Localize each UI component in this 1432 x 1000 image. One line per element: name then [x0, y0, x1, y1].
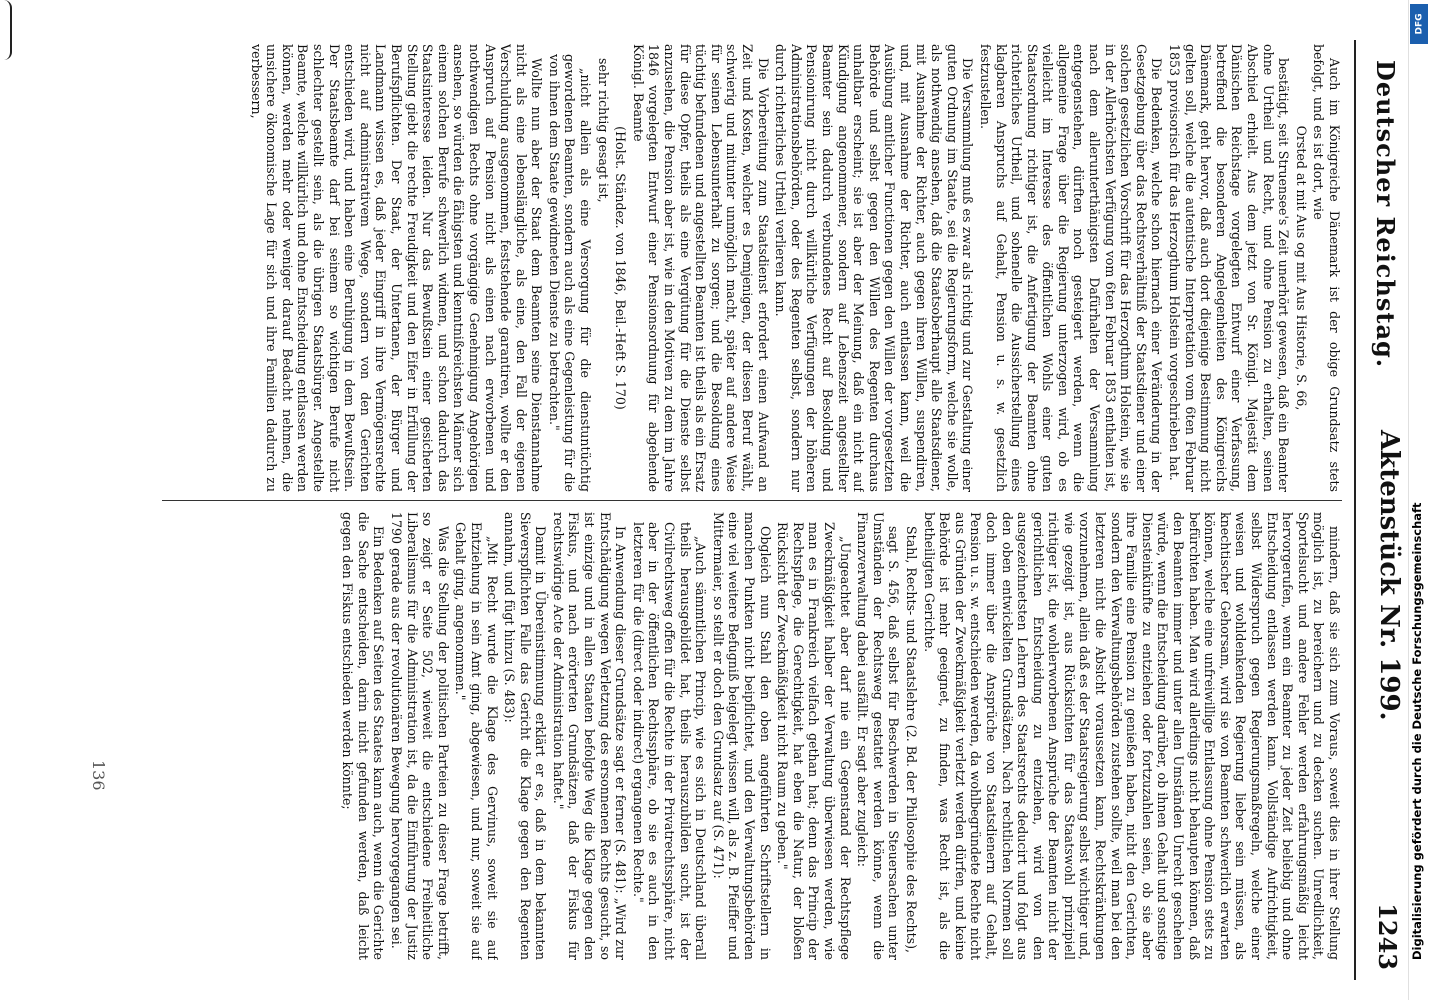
header-document-number: Aktenstück Nr. 199.: [1374, 430, 1404, 721]
right-text-column: [142, 512, 1342, 960]
right-column-paragraph: mindern, daß sie sich zum Voraus, soweit dies in ihrer Stellung möglich ist, zu bereichern und zu decken suchen. Unredlichkeit, Sportelsucht und andere Fehler werden erfahrungsmäßig leicht hervorgerufen, wenn ein Beamter zu jeder Zeit beliebig und ohne Entscheidung entlassen werden kann. Vollständige Aufrichtigkeit, selbst Widerspruch gegen Regierungsmaßregeln, welche einer weisen und wohldenkenden Regierung lieber sein müssen, als knechtischer Gehorsam, wird sie von Beamten schwerlich erwarten können, welche eine unfreiwillige Entlassung ohne Pension stets zu befürchten haben. Man wird allerdings nicht behaupten können, daß den Beamten immer und unter allen Umständen Unrecht geschehen würde, wenn die Entscheidung darüber, ob ihnen Gehalt und sonstige Diensteinkünfte zu entziehen oder fortzuzahlen seien, ob sie aber ihre Familie eine Pension zu genießen haben, nicht den Gerichten, sondern den Verwaltungsbehörden zustehen sollte, weil man bei den letzteren nicht die Absicht voraussetzen kann, Rechtskränkungen vorzunehmen, allein daß es der Staatsregierung selbst wichtiger und, wie gezeigt ist, aus Rücksichten für das Staatswohl prinzipiell richtiger ist, die wohlerworbenen Ansprüche der Beamten nicht der gerichtlichen Entscheidung zu entziehen, wird von den ausgezeichnetsten Lehrern des Staatsrechts deducirt und folgt aus den oben entwickelten Grundsätzen. Nach rechtlichen Normen soll doch immer über die Ansprüche von Staatsdienern auf Gehalt, Pension u. s. w. entschieden werden, da wohlbegründete Rechte nicht aus Gründen der Zweckmäßigkeit verletzt werden dürfen, und keine Behörde ist mehr geeignet, zu finden, was Recht ist, als die betheiligten Gerichte.: [921, 512, 1342, 960]
digitization-credit-text: Digitalisierung gefördert durch die Deutsche Forschungsgemeinschaft: [1410, 502, 1424, 960]
left-column-paragraph: Auch im Königreiche Dänemark ist der obige Grundsatz stets befolgt, und es ist dort, wie: [1311, 44, 1342, 492]
left-column-paragraph: bestätigt, seit Struensee's Zeit unerhört gewesen, daß ein Beamter ohne Urtheil und Recht, und ohne Pension zu erhalten, seinen Abschied erhielt. Aus dem jetzt von Sr. Königl. Majestät dem Dänischen Reichstage vorgelegten Entwurf einer Verfassung, betreffend die besonderen Angelegenheiten des Königreichs Dänemark, geht hervor, daß auch dort diejenige Bestimmung nicht gelten soll, welche die autentische Interpretation vom 6ten Februar 1853 provisorisch für das Herzogthum Holstein vorgeschrieben hat.: [1167, 44, 1292, 492]
right-column-paragraph: „Mit Recht wurde die Klage des Gervinus, soweit sie auf Entziehung in sein Amt ging, abgewiesen, und nur, soweit sie auf Gehalt ging, angenommen.": [453, 522, 500, 960]
left-column-paragraph: „nicht allein als eine Versorgung für die dienstuntüchtig gewordenen Beamten, sondern auch als eine Gegenleistung für die von ihnen dem Staate gewidmeten Dienste zu betrachten.": [546, 54, 594, 492]
left-column-paragraph: Die Vorbereitung zum Staatsdienst erfordert einen Aufwand an Zeit und Kosten, welcher es Demjenigen, der diesen Beruf wählt, schwierig und mitunter unmöglich macht, später auf andere Weise für seinen Lebensunterhalt zu sorgen; und die Besoldung eines tüchtig befundenen und angestellten Beamten ist theils als ein Ersatz für diese Opfer, theils als eine Vergütung für die Dienste selbst anzusehen, die Pension aber ist, wie in den Motiven zu dem im Jahre 1846 vorgelegten Entwurf einer Pensionsordnung für abgehende Königl. Beamte: [630, 44, 771, 492]
right-column-paragraph: „Auch sämmtlichen Princip, wie es sich in Deutschland überall theils herausgebildet hat, theils herauszubilden sucht, ist der Civilrechtsweg offen für die Rechte in der Privatrechtssphäre, nicht aber in der öffentlichen Rechtssphäre, ob sie es auch in den letzteren für die (direct oder indirect) ergangenen Rechte.": [630, 522, 709, 960]
header-rule: [1354, 40, 1356, 980]
page-header: [1348, 0, 1408, 1000]
right-column-paragraph: Ein Bedenken auf Seiten des Staates kann auch, wenn die Gerichte die Sache entscheiden, darin nicht gefunden werden, daß leicht gegen den Fiskus entschieden werden könnte;: [340, 512, 387, 960]
right-column-paragraph: sagt S. 456, daß selbst für Beschwerden in Steuersachen unter Umständen der Rechtsweg gestattet werden könne, wenn die Finanzverwaltung dabei ausfällt. Er sagt aber zugleich:: [855, 512, 902, 960]
right-column-paragraph: Damit in Übereinstimmung erklärt er es, daß in dem bekannten Sieverspflichten Falle das Gericht die Klage gegen den Regenten annahm, und fügt hinzu (S. 483):: [502, 512, 549, 960]
left-text-column: [142, 44, 1342, 492]
column-separator: [162, 500, 1342, 501]
footer-page-number: 136: [89, 760, 108, 791]
left-column-paragraph: Die Versammlung muß es zwar als richtig und zur Gestaltung einer guten Ordnung im Staate, sei die Regierungsform, welche sie wolle, als nothwendig ansehen, daß die Staatsoberhaupt alle Staatsdiener, mit Ausnahme der Richter, auch gegen ihren Willen, suspendiren, und, mit Ausnahme der Richter, auch entlassen kann, weil die Ausübung amtlicher Functionen gegen den Willen der vorgesetzten Behörde und selbst gegen den Willen des Regenten durchaus unhaltbar erscheint; sie ist aber der Meinung, daß ein nicht auf Kündigung angenommener, sondern auf Lebenszeit angestellter Beamter sein dadurch verbundenes Recht auf Besoldung und Pensionirung nicht durch willkürliche Verfügungen der höheren Administrationsbehörden, oder des Regenten selbst, sondern nur durch richterliches Urtheil verlieren kann.: [773, 44, 976, 492]
left-column-paragraph: Orsted at mit Aus og mit Aus Historie, S. 66,: [1293, 125, 1309, 411]
rotated-page: [28, 0, 1408, 1000]
right-column-paragraph: Stahl, Rechts- und Staatslehre (2. Bd. der Philosophie des Rechts),: [903, 526, 919, 954]
right-column-paragraph: In Anwendung dieser Grundsätze sagt er ferner (S. 481): „Wird zur Entschädigung wegen Verletzung des ersonnenen Rechts gesucht, so ist einzige und in allen Staaten befolgte Weg die Klage gegen den Fiskus, und nach erörterten Grundsätzen, daß der Fiskus für rechtswidrige Acte der Administration haftet.": [550, 512, 629, 960]
header-publication-title: Deutscher Reichstag.: [1371, 60, 1400, 369]
left-column-paragraph: Die Bedenken, welche schon hiernach einer Veränderung in der Gesetzgebung über das Rechtsverhältniß der Staatsdiener und einer solchen gesetzlichen Vorschrift für das Herzogthum Holstein, wie sie in der Allerhöchsten Verfügung vom 6ten Februar 1853 enthalten ist, nach dem allerunterthänigsten Dafürhalten der Versammlung entgegenstehen, dürften noch gesteigert werden, wenn die allgemeine Frage über die Regierung unterzogen wird, ob es vielleicht im Interesse des öffentlichen Wohls einer guten Staatsordnung richtiger ist, die Anfertigung der Beamten ohne richterliches Urtheil, und sohenelle die Aussicherstellung eines klagbaren Anspruchs auf Gehalt, Pension u. s. w. gesetzlich festzustellen.: [977, 44, 1165, 492]
header-page-number: 1243: [1373, 903, 1402, 970]
left-column-paragraph: Wollte nun aber der Staat dem Beamten seine Dienstannahme nicht als eine lebenslängliche, als eine, den Fall der eigenen Verschuldung ausgenommen, feststehende garantiren, wollte er den Anspruch auf Pension nicht als einen nach erworbenen und nothwendigen Rechts ohne vorgängige Genehmigung Angehörigen ansehen, so würden die fähigsten und kenntnißreichsten Männer sich einem solchen Berufe schwerlich widmen, und schon dadurch das Staatsinteresse leiden. Nur das Bewußtsein einer gesicherten Stellung giebt die rechte Freudigkeit und den Eifer in Erfüllung der Berufspflichten. Der Staat, der Untertanen, der Bürger und Landmann wissen es, daß jeder Eingriff in ihre Vermögensrechte nicht auf administrativem Wege, sondern von den Gerichten entschieden wird, und haben eine Beruhigung in dem Bewußtsein. Der Staatsbeamte darf bei seinem so wichtigen Berufe nicht schlechter gestellt sein, als die übrigen Staatsbürger. Angestellte Beamte, welche willkürlich und ohne Entscheidung entlassen werden können, werden mehr oder weniger darauf Bedacht nehmen, die unsichere ökonomische Lage für sich und ihre Familien dadurch zu verbessern,: [248, 44, 545, 492]
dfg-logo-text: DFG: [1414, 13, 1425, 35]
right-column-paragraph: Obgleich nun Stahl den oben angeführten Schriftstellern in manchen Punkten nicht beipflichtet, und den Verwaltungsbehörden eine viel weitere Befugniß beigelegt wissen will, als z. B. Pfeiffer und Mittermaier, so stellt er doch den Grundsatz auf (S. 471):: [710, 512, 773, 960]
right-column-paragraph: Was die Stellung der politischen Parteien zu dieser Frage betrifft, so zeigt er Seite 502, wieweit die entschiedene Freiheitliche Liberalismus für die Administration ist, da die Einführung der Justiz 1790 gerade aus der revolutionären Bewegung hervorgegangen sei.: [388, 512, 451, 960]
right-column-paragraph: „Ungeachtet aber darf nie ein Gegenstand der Rechtspflege Zweckmäßigkeit halber der Verwaltung überwiesen werden, wie man es in Frankreich vielfach gethan hat; denn das Princip der Rechtspflege, die Gerechtigkeit, hat eben die Natur, der bloßen Rücksicht der Zweckmäßigkeit nicht Raum zu geben.": [775, 522, 853, 960]
left-column-paragraph: sehr richtig gesagt ist,: [595, 58, 611, 203]
left-column-paragraph: (Holst. Ständez. von 1846, Beil.-Heft S. 170): [613, 126, 629, 410]
binding-edge-mark: [0, 0, 12, 60]
